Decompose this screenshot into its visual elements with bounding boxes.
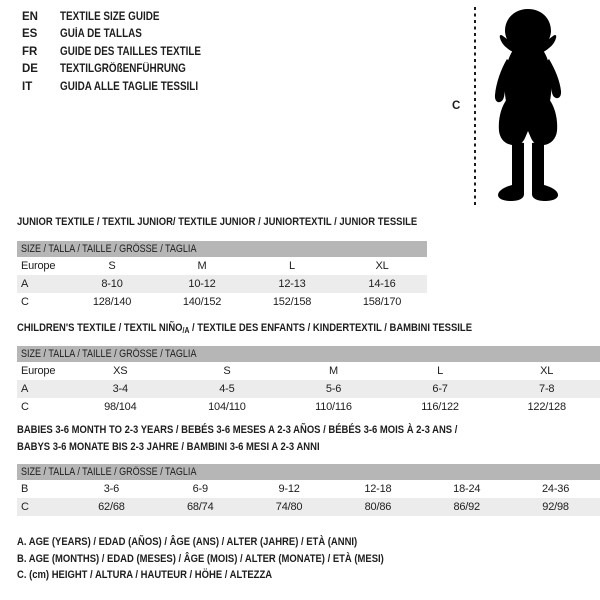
size-header-row bbox=[17, 346, 600, 362]
table-row-age bbox=[17, 275, 427, 293]
table-row-height bbox=[17, 398, 600, 416]
footnote-text: B. AGE (MONTHS) / EDAD (MESES) / ÂGE (MOIS) / ALTER (MONATE) / ETÀ (MESI) bbox=[17, 552, 384, 565]
language-code: EN bbox=[22, 10, 38, 23]
table-cell: S bbox=[223, 365, 231, 377]
language-label: GUÍA DE TALLAS bbox=[60, 28, 142, 41]
title-text: BABYS 3-6 MONATE BIS 2-3 JAHRE / BAMBINI 3-6 MESI A 2-3 ANNI bbox=[17, 440, 320, 453]
table-cell: 10-12 bbox=[188, 278, 216, 290]
babies-table-title bbox=[17, 424, 529, 457]
row-label: C bbox=[21, 501, 29, 513]
language-label: TEXTILE SIZE GUIDE bbox=[60, 10, 160, 23]
title-text bbox=[17, 322, 472, 337]
junior-table-title bbox=[17, 216, 482, 229]
babies-title-line1 bbox=[17, 424, 529, 441]
language-code: IT bbox=[22, 80, 33, 93]
table-cell: 3-6 bbox=[103, 483, 120, 495]
table-cell: 14-16 bbox=[368, 278, 396, 290]
table-cell: L bbox=[289, 260, 295, 272]
table-cell: 98/104 bbox=[104, 401, 137, 413]
table-cell: M bbox=[329, 365, 338, 377]
table-cell: 158/170 bbox=[362, 296, 402, 308]
children-size-table bbox=[17, 346, 600, 416]
language-row bbox=[22, 61, 224, 79]
table-cell: 9-12 bbox=[278, 483, 300, 495]
table-cell: 80/86 bbox=[364, 501, 392, 513]
language-code: ES bbox=[22, 28, 38, 41]
table-cell: 12-13 bbox=[278, 278, 306, 290]
row-label: A bbox=[21, 383, 29, 395]
table-cell: 12-18 bbox=[364, 483, 392, 495]
language-code: FR bbox=[22, 45, 38, 58]
table-cell: 116/122 bbox=[421, 401, 459, 413]
babies-size-table bbox=[17, 464, 600, 516]
title-text: BABIES 3-6 MONTH TO 2-3 YEARS / BEBÉS 3-6 MESES A 2-3 AÑOS / BÉBÉS 3-6 MOIS À 2-3 ANS / bbox=[17, 424, 458, 436]
table-cell: 4-5 bbox=[219, 383, 235, 395]
language-code: DE bbox=[22, 63, 38, 76]
row-label: B bbox=[21, 483, 29, 495]
table-cell: 7-8 bbox=[539, 383, 555, 395]
size-header-bar bbox=[17, 346, 600, 362]
table-row-height bbox=[17, 293, 427, 311]
babies-title-line2 bbox=[17, 441, 529, 458]
junior-size-table bbox=[17, 241, 427, 311]
table-cell: 92/98 bbox=[542, 501, 569, 513]
table-cell: L bbox=[437, 365, 444, 377]
size-header-row bbox=[17, 464, 600, 480]
table-cell: S bbox=[108, 260, 116, 272]
language-label: TEXTILGRÖßENFÜHRUNG bbox=[60, 63, 186, 76]
table-row-europe bbox=[17, 362, 600, 380]
baby-silhouette bbox=[483, 6, 573, 208]
footnote-c bbox=[17, 569, 444, 586]
table-cell: 5-6 bbox=[325, 383, 342, 395]
size-header-label: SIZE / TALLA / TAILLE / GRÖSSE / TAGLIA bbox=[21, 466, 197, 478]
title-text-sub: /A bbox=[182, 326, 190, 335]
row-label: A bbox=[21, 278, 29, 290]
table-cell: 24-36 bbox=[542, 483, 570, 495]
table-row-age bbox=[17, 480, 600, 498]
footnote-text: C. (cm) HEIGHT / ALTURA / HAUTEUR / HÖHE / ALTEZZA bbox=[17, 569, 273, 581]
table-cell: 140/152 bbox=[182, 296, 222, 308]
table-cell: 104/110 bbox=[208, 401, 246, 413]
language-header bbox=[22, 8, 224, 96]
table-cell: 68/74 bbox=[186, 501, 214, 513]
table-cell: 6-7 bbox=[432, 383, 448, 395]
language-row bbox=[22, 78, 224, 96]
table-cell: 128/140 bbox=[92, 296, 132, 308]
title-text-pre: CHILDREN'S TEXTILE / TEXTIL NIÑO bbox=[17, 322, 183, 334]
language-row bbox=[22, 8, 224, 26]
footnotes bbox=[17, 536, 444, 586]
size-header-bar bbox=[17, 464, 600, 480]
size-header-bar bbox=[17, 241, 427, 257]
height-measure-label: C bbox=[452, 100, 461, 112]
table-cell: 3-4 bbox=[112, 383, 128, 395]
language-row bbox=[22, 43, 224, 61]
table-cell: 6-9 bbox=[192, 483, 208, 495]
table-cell: 8-10 bbox=[101, 278, 123, 290]
table-cell: 152/158 bbox=[272, 296, 312, 308]
table-cell: XS bbox=[113, 365, 128, 377]
table-cell: XL bbox=[375, 260, 389, 272]
table-cell: XL bbox=[540, 365, 554, 377]
footnote-b bbox=[17, 553, 444, 570]
size-header-label: SIZE / TALLA / TAILLE / GRÖSSE / TAGLIA bbox=[21, 243, 197, 255]
table-cell: M bbox=[197, 260, 207, 272]
title-text: JUNIOR TEXTILE / TEXTIL JUNIOR/ TEXTILE JUNIOR / JUNIORTEXTIL / JUNIOR TESSILE bbox=[17, 216, 418, 228]
row-label: C bbox=[21, 401, 29, 413]
table-row-age bbox=[17, 380, 600, 398]
row-label: C bbox=[21, 296, 29, 308]
table-cell: 62/68 bbox=[98, 501, 125, 513]
table-cell: 18-24 bbox=[453, 483, 481, 495]
footnote-a bbox=[17, 536, 444, 553]
language-row bbox=[22, 26, 224, 44]
row-label: Europe bbox=[21, 260, 56, 272]
table-row-height bbox=[17, 498, 600, 516]
table-cell: 122/128 bbox=[527, 401, 566, 413]
table-cell: 74/80 bbox=[275, 501, 303, 513]
size-header-label: SIZE / TALLA / TAILLE / GRÖSSE / TAGLIA bbox=[21, 348, 197, 360]
language-label: GUIDE DES TAILLES TEXTILE bbox=[60, 45, 202, 58]
children-table-title bbox=[17, 322, 546, 337]
language-label: GUIDA ALLE TAGLIE TESSILI bbox=[60, 80, 199, 93]
footnote-text: A. AGE (YEARS) / EDAD (AÑOS) / ÂGE (ANS) / ALTER (JAHRE) / ETÀ (ANNI) bbox=[17, 536, 358, 548]
table-row-europe bbox=[17, 257, 427, 275]
size-header-row bbox=[17, 241, 427, 257]
table-cell: 86/92 bbox=[453, 501, 480, 513]
row-label: Europe bbox=[21, 365, 56, 377]
title-text-post: / TEXTILE DES ENFANTS / KINDERTEXTIL / BAMBINI TESSILE bbox=[189, 322, 473, 334]
height-dashed-line bbox=[474, 7, 476, 208]
table-cell: 110/116 bbox=[315, 401, 352, 413]
